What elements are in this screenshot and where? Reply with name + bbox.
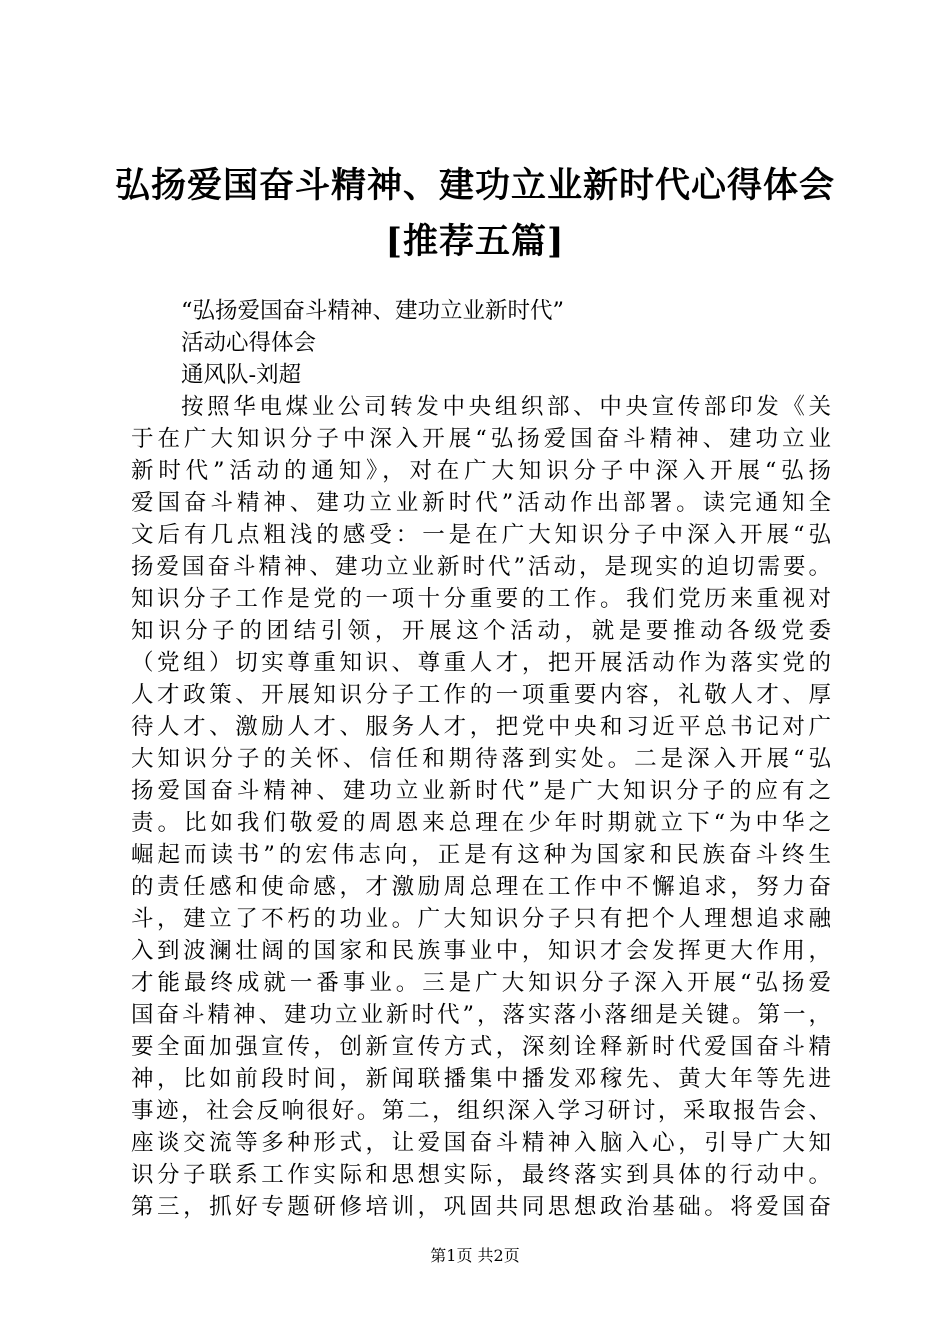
paragraph-line: 崛起而读书”的宏伟志向，正是有这种为国家和民族奋斗终生 bbox=[131, 842, 831, 868]
paragraph-line: 斗，建立了不朽的功业。广大知识分子只有把个人理想追求融 bbox=[131, 906, 831, 932]
document-title-line-1: 弘扬爱国奋斗精神、建功立业新时代心得体会 bbox=[114, 165, 835, 206]
paragraph-line: （党组）切实尊重知识、尊重人才，把开展活动作为落实党的 bbox=[131, 650, 831, 676]
paragraph-line: 入到波澜壮阔的国家和民族事业中，知识才会发挥更大作用， bbox=[131, 938, 831, 964]
paragraph-line: 扬爱国奋斗精神、建功立业新时代”是广大知识分子的应有之 bbox=[131, 778, 831, 804]
paragraph-line: 新时代”活动的通知》，对在广大知识分子中深入开展“弘扬 bbox=[131, 458, 831, 484]
paragraph-line: 待人才、激励人才、服务人才，把党中央和习近平总书记对广 bbox=[131, 714, 831, 740]
subtitle-line: 活动心得体会 bbox=[181, 330, 317, 356]
paragraph-line: 于在广大知识分子中深入开展“弘扬爱国奋斗精神、建功立业 bbox=[131, 426, 831, 452]
paragraph-line: 文后有几点粗浅的感受：一是在广大知识分子中深入开展“弘 bbox=[131, 522, 831, 548]
document-title-line-2: [推荐五篇] bbox=[385, 221, 565, 262]
paragraph-line: 爱国奋斗精神、建功立业新时代”活动作出部署。读完通知全 bbox=[131, 490, 831, 516]
paragraph-line: 按照华电煤业公司转发中央组织部、中央宣传部印发《关 bbox=[181, 394, 831, 420]
author-line: 通风队-刘超 bbox=[181, 362, 302, 388]
paragraph-line: 识分子联系工作实际和思想实际，最终落实到具体的行动中。 bbox=[131, 1162, 831, 1188]
paragraph-line: 责。比如我们敬爱的周恩来总理在少年时期就立下“为中华之 bbox=[131, 810, 831, 836]
paragraph-line: 事迹，社会反响很好。第二，组织深入学习研讨，采取报告会、 bbox=[131, 1098, 831, 1124]
paragraph-line: 神，比如前段时间，新闻联播集中播发邓稼先、黄大年等先进 bbox=[131, 1066, 831, 1092]
paragraph-line: 才能最终成就一番事业。三是广大知识分子深入开展“弘扬爱 bbox=[131, 970, 831, 996]
paragraph-line: 知识分子的团结引领，开展这个活动，就是要推动各级党委 bbox=[131, 618, 831, 644]
paragraph-line: 知识分子工作是党的一项十分重要的工作。我们党历来重视对 bbox=[131, 586, 831, 612]
paragraph-line: 大知识分子的关怀、信任和期待落到实处。二是深入开展“弘 bbox=[131, 746, 831, 772]
paragraph-line: 扬爱国奋斗精神、建功立业新时代”活动，是现实的迫切需要。 bbox=[131, 554, 831, 580]
paragraph-line: 第三，抓好专题研修培训，巩固共同思想政治基础。将爱国奋 bbox=[131, 1194, 831, 1220]
paragraph-line: 国奋斗精神、建功立业新时代”，落实落小落细是关键。第一， bbox=[131, 1002, 831, 1028]
page-footer: 第1页 共2页 bbox=[430, 1246, 520, 1265]
paragraph-line: 人才政策、开展知识分子工作的一项重要内容，礼敬人才、厚 bbox=[131, 682, 831, 708]
paragraph-line: 座谈交流等多种形式，让爱国奋斗精神入脑入心，引导广大知 bbox=[131, 1130, 831, 1156]
paragraph-line: 要全面加强宣传，创新宣传方式，深刻诠释新时代爱国奋斗精 bbox=[131, 1034, 831, 1060]
document-body bbox=[131, 295, 831, 1223]
subtitle-line: “弘扬爱国奋斗精神、建功立业新时代” bbox=[181, 298, 565, 324]
paragraph-line: 的责任感和使命感，才激励周总理在工作中不懈追求，努力奋 bbox=[131, 874, 831, 900]
